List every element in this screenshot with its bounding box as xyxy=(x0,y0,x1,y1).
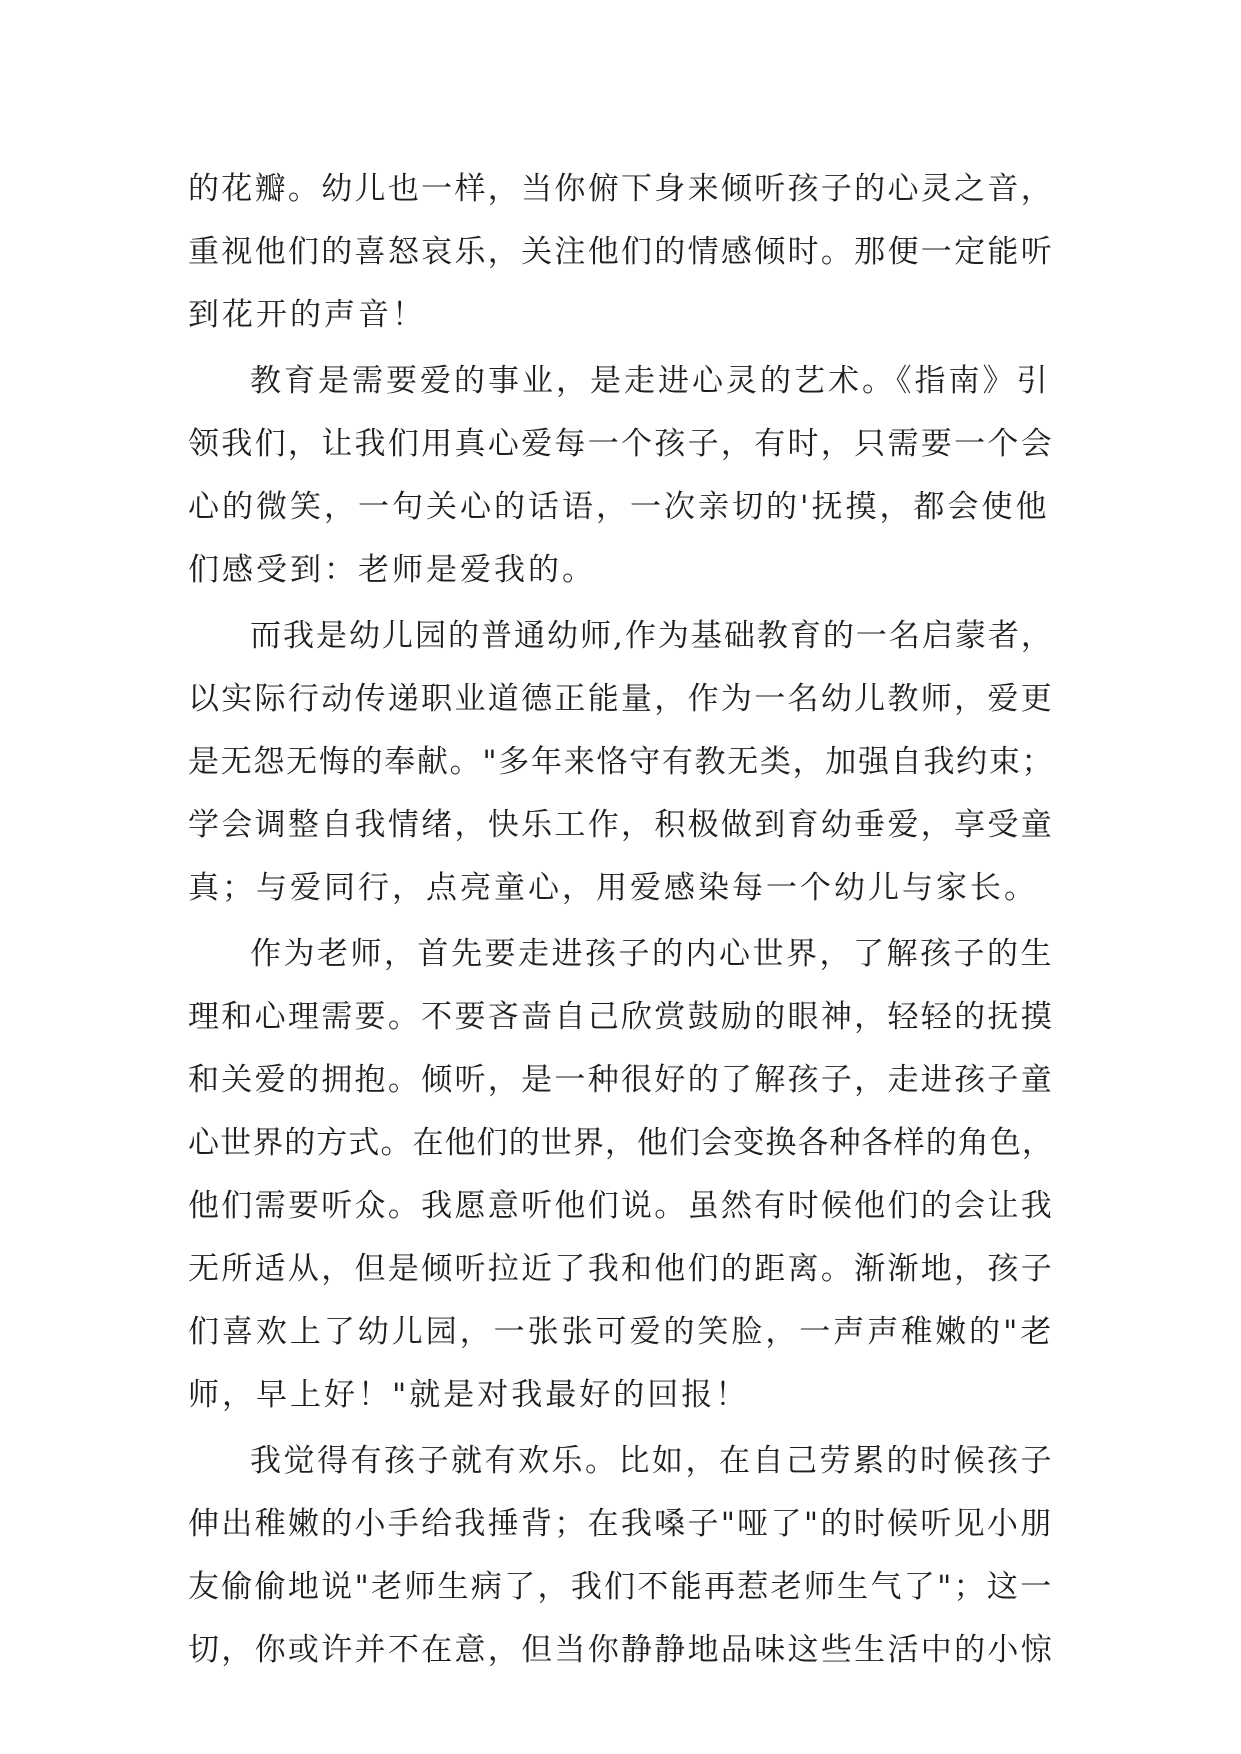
text-line: 和关爱的拥抱。倾听，是一种很好的了解孩子，走进孩子童 xyxy=(188,1062,1054,1098)
paragraph xyxy=(188,158,1054,347)
text-line: 切，你或许并不在意，但当你静静地品味这些生活中的小惊 xyxy=(188,1632,1054,1668)
text-line: 他们需要听众。我愿意听他们说。虽然有时候他们的会让我 xyxy=(188,1188,1054,1224)
text-line: 们感受到：老师是爱我的。 xyxy=(188,552,596,588)
paragraph xyxy=(188,605,1054,920)
text-line: 伸出稚嫩的小手给我捶背；在我嗓子"哑了"的时候听见小朋 xyxy=(188,1506,1054,1542)
text-line: 作为老师，首先要走进孩子的内心世界，了解孩子的生 xyxy=(250,936,1054,972)
text-line: 友偷偷地说"老师生病了，我们不能再惹老师生气了"；这一 xyxy=(188,1569,1054,1605)
text-line: 以实际行动传递职业道德正能量，作为一名幼儿教师，爱更 xyxy=(188,681,1054,717)
text-line: 重视他们的喜怒哀乐，关注他们的情感倾时。那便一定能听 xyxy=(188,234,1054,270)
text-line: 学会调整自我情绪，快乐工作，积极做到育幼垂爱，享受童 xyxy=(188,807,1054,843)
body-text xyxy=(188,158,1054,1682)
text-line: 心世界的方式。在他们的世界，他们会变换各种各样的角色， xyxy=(188,1125,1054,1161)
text-line: 们喜欢上了幼儿园，一张张可爱的笑脸，一声声稚嫩的"老 xyxy=(188,1314,1055,1350)
text-line: 师，早上好！"就是对我最好的回报！ xyxy=(188,1377,750,1413)
text-line: 无所适从，但是倾听拉近了我和他们的距离。渐渐地，孩子 xyxy=(188,1251,1054,1287)
text-line: 到花开的声音！ xyxy=(188,297,426,333)
text-line: 理和心理需要。不要吝啬自己欣赏鼓励的眼神，轻轻的抚摸 xyxy=(188,999,1054,1035)
paragraph xyxy=(188,923,1054,1427)
text-line: 是无怨无悔的奉献。"多年来恪守有教无类，加强自我约束； xyxy=(188,744,1055,780)
paragraph xyxy=(188,1430,1054,1682)
text-line: 心的微笑，一句关心的话语，一次亲切的'抚摸，都会使他 xyxy=(188,489,1050,525)
paragraph xyxy=(188,350,1054,602)
text-line: 的花瓣。幼儿也一样，当你俯下身来倾听孩子的心灵之音， xyxy=(188,171,1054,207)
text-line: 而我是幼儿园的普通幼师,作为基础教育的一名启蒙者， xyxy=(250,618,1054,654)
text-line: 领我们，让我们用真心爱每一个孩子，有时，只需要一个会 xyxy=(188,426,1054,462)
text-line: 我觉得有孩子就有欢乐。比如，在自己劳累的时候孩子 xyxy=(250,1443,1054,1479)
text-line: 教育是需要爱的事业，是走进心灵的艺术。《指南》引 xyxy=(250,363,1051,399)
text-line: 真；与爱同行，点亮童心，用爱感染每一个幼儿与家长。 xyxy=(188,870,1038,906)
